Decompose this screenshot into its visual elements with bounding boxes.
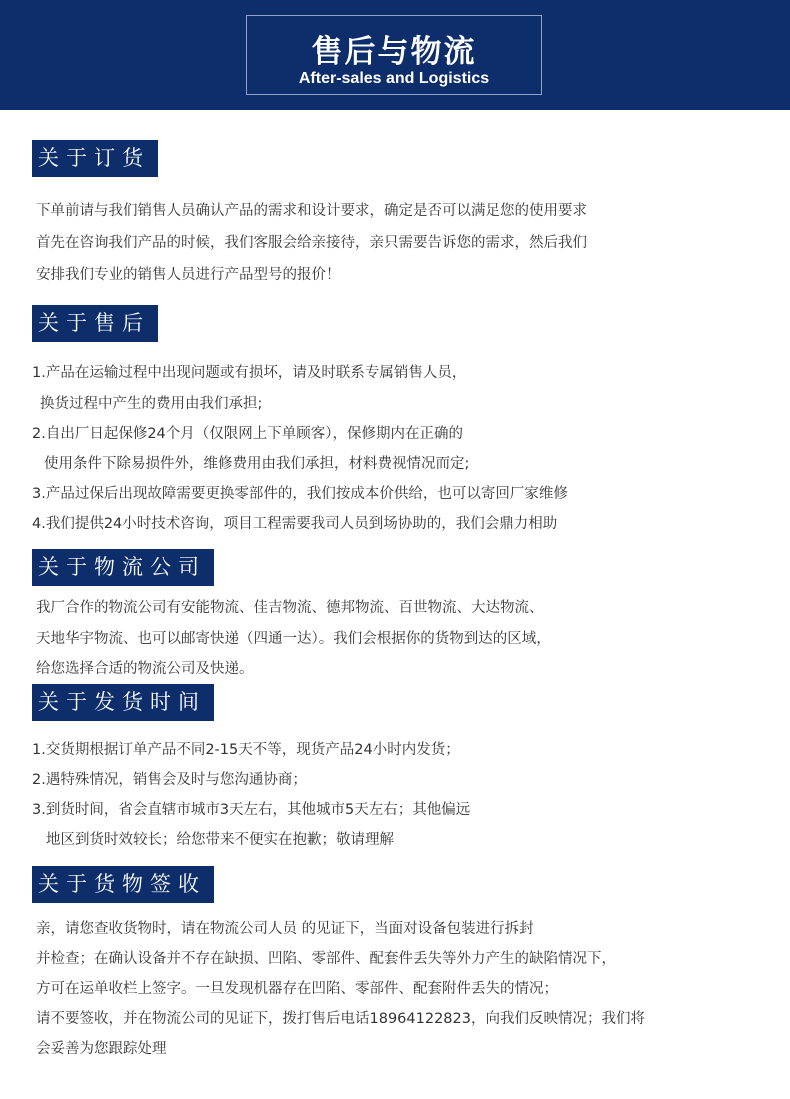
section-title-after-sales: 关于售后 xyxy=(32,305,158,342)
section-text-line: 使用条件下除易损件外，维修费用由我们承担，材料费视情况而定; xyxy=(44,456,470,472)
section-title-shipping-time: 关于发货时间 xyxy=(32,684,214,721)
section-text-line: 1.交货期根据订单产品不同2-15天不等，现货产品24小时内发货； xyxy=(32,742,460,758)
section-text-line: 首先在咨询我们产品的时候，我们客服会给亲接待，亲只需要告诉您的需求，然后我们 xyxy=(36,235,587,251)
section-text-line: 1.产品在运输过程中出现问题或有损坏，请及时联系专属销售人员， xyxy=(32,365,467,381)
section-text-line: 2.自出厂日起保修24个月（仅限网上下单顾客），保修期内在正确的 xyxy=(32,426,464,442)
section-title-logistics: 关于物流公司 xyxy=(32,549,214,586)
section-text-line: 下单前请与我们销售人员确认产品的需求和设计要求，确定是否可以满足您的使用要求 xyxy=(36,203,587,219)
section-text-line: 亲，请您查收货物时，请在物流公司人员 的见证下，当面对设备包装进行拆封 xyxy=(36,921,534,937)
header-title-box xyxy=(246,15,542,95)
section-text-line: 我厂合作的物流公司有安能物流、佳吉物流、德邦物流、百世物流、大达物流、 xyxy=(36,600,544,616)
section-text-line: 3.产品过保后出现故障需要更换零部件的，我们按成本价供给，也可以寄回厂家维修 xyxy=(32,486,568,502)
section-text-line: 会妥善为您跟踪处理 xyxy=(36,1041,167,1057)
section-text-line: 天地华宇物流、也可以邮寄快递（四通一达）。我们会根据你的货物到达的区域， xyxy=(36,631,551,647)
section-text-line: 4.我们提供24小时技术咨询，项目工程需要我司人员到场协助的，我们会鼎力相助 xyxy=(32,516,558,532)
section-text-line: 给您选择合适的物流公司及快递。 xyxy=(36,661,254,677)
section-text-line: 并检查；在确认设备并不存在缺损、凹陷、零部件、配套件丢失等外力产生的缺陷情况下， xyxy=(36,951,616,967)
page-title: 售后与物流 xyxy=(311,34,477,70)
section-text-line: 方可在运单收栏上签字。一旦发现机器存在凹陷、零部件、配套附件丢失的情况； xyxy=(36,981,558,997)
section-title-ordering: 关于订货 xyxy=(32,140,158,177)
section-text-line: 3.到货时间，省会直辖市城市3天左右，其他城市5天左右；其他偏远 xyxy=(32,802,471,818)
section-text-line: 请不要签收，并在物流公司的见证下，拨打售后电话18964122823，向我们反映情况；我们将 xyxy=(36,1011,645,1027)
page-header xyxy=(0,0,790,110)
section-text-line: 2.遇特殊情况，销售会及时与您沟通协商； xyxy=(32,772,307,788)
page-subtitle: After-sales and Logistics xyxy=(298,70,490,87)
section-text-line: 地区到货时效较长；给您带来不便实在抱歉；敬请理解 xyxy=(46,832,394,848)
section-text-line: 安排我们专业的销售人员进行产品型号的报价！ xyxy=(36,267,341,283)
section-text-line: 换货过程中产生的费用由我们承担; xyxy=(40,396,263,412)
section-title-receipt: 关于货物签收 xyxy=(32,866,214,903)
